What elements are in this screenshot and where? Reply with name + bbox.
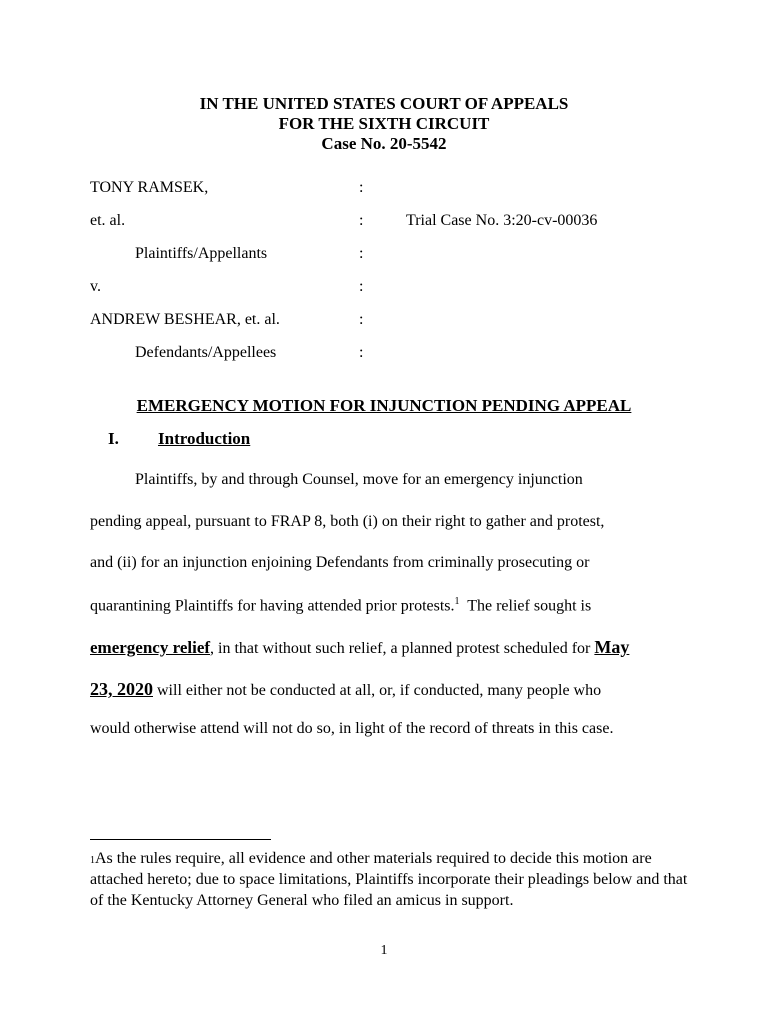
date-emphasis: May (594, 637, 630, 657)
caption-colon: : (359, 212, 364, 229)
caption-colon: : (359, 245, 364, 262)
section-label: Introduction (158, 429, 251, 448)
body-text: The relief sought is (459, 597, 592, 615)
versus: v. (90, 278, 101, 295)
circuit-name: FOR THE SIXTH CIRCUIT (278, 114, 490, 133)
emphasis-text: emergency relief (90, 638, 211, 657)
party-name: ANDREW BESHEAR, et. al. (90, 311, 280, 328)
caption-row (90, 212, 730, 232)
footnote-text: As the rules require, all evidence and other materials required to decide this motion are attached hereto; due to space limitations, Plaintiffs incorporate their pleadings below and that of the Kentucky Attorney General who filed an amicus in support. (90, 850, 688, 909)
motion-title: EMERGENCY MOTION FOR INJUNCTION PENDING APPEAL (136, 396, 632, 415)
caption-colon: : (359, 278, 364, 295)
section-number: I. (108, 429, 119, 448)
caption-colon: : (359, 344, 364, 361)
body-line: pending appeal, pursuant to FRAP 8, both (i) on their right to gather and protest, (90, 513, 605, 530)
body-text: will either not be conducted at all, or, if conducted, many people who (153, 682, 602, 699)
body-text: , in that without such relief, a planned protest scheduled for (210, 640, 595, 657)
court-heading (0, 94, 768, 154)
date-emphasis: 23, 2020 (90, 679, 153, 699)
party-role: Defendants/Appellees (135, 344, 277, 361)
court-name: IN THE UNITED STATES COURT OF APPEALS (199, 94, 569, 113)
case-number: Case No. 20-5542 (321, 134, 447, 153)
party-name: TONY RAMSEK, (90, 179, 209, 196)
caption-row (90, 278, 730, 298)
body-line: Plaintiffs, by and through Counsel, move for an emergency injunction (135, 471, 583, 488)
body-text: quarantining Plaintiffs for having attended prior protests. (90, 597, 455, 615)
caption-colon: : (359, 179, 364, 196)
footnote-reference: 1 (454, 596, 460, 607)
footnote (90, 848, 690, 911)
caption-row (90, 344, 730, 364)
body-line (90, 596, 710, 615)
body-line (90, 637, 710, 658)
caption-colon: : (359, 311, 364, 328)
caption-row (90, 179, 730, 199)
page-number: 1 (380, 943, 388, 958)
footnote-marker: 1 (90, 855, 95, 866)
caption-row (90, 245, 730, 265)
trial-case-number: Trial Case No. 3:20-cv-00036 (406, 212, 598, 229)
section-heading (108, 429, 250, 449)
footnote-divider (90, 839, 271, 840)
body-line (90, 679, 710, 700)
party-name: et. al. (90, 212, 126, 229)
body-line: and (ii) for an injunction enjoining Defendants from criminally prosecuting or (90, 554, 590, 571)
party-role: Plaintiffs/Appellants (135, 245, 268, 262)
caption-row (90, 311, 730, 331)
body-line: would otherwise attend will not do so, in light of the record of threats in this case. (90, 720, 614, 737)
